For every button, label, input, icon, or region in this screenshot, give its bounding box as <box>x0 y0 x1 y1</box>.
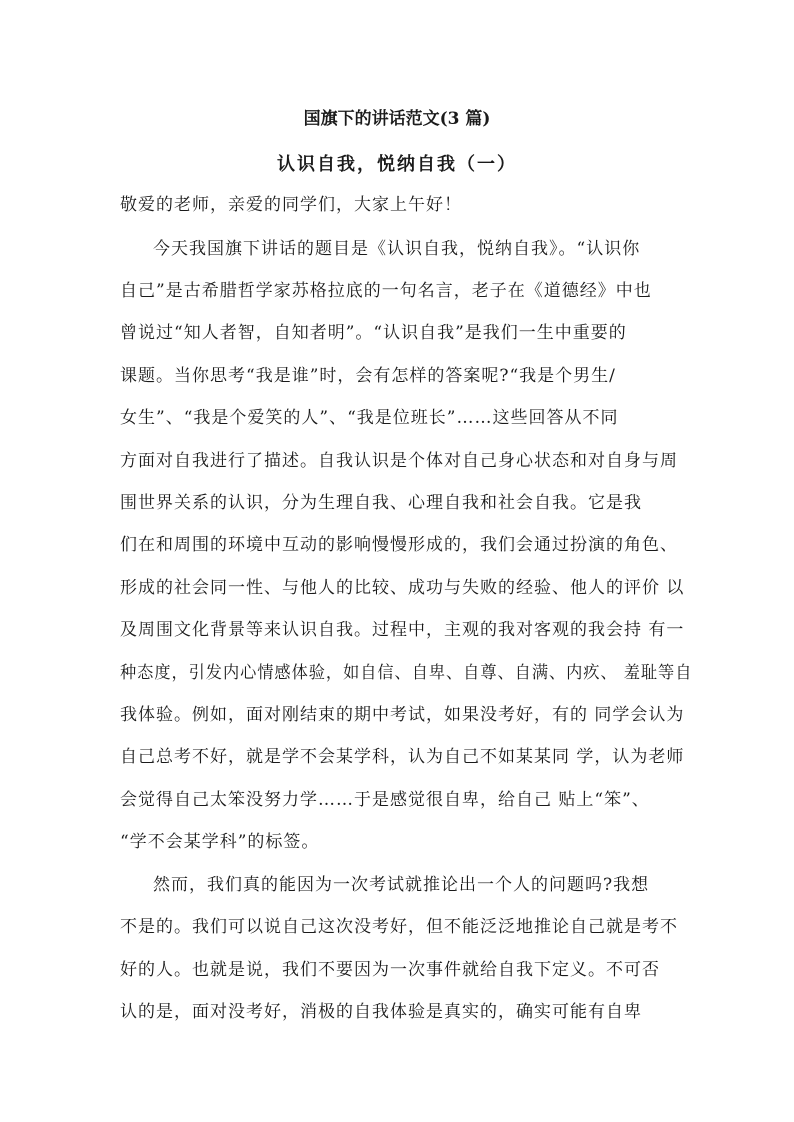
paragraph-line: “学不会某学科”的标签。 <box>120 832 320 852</box>
document-title: 国旗下的讲话范文(3 篇) <box>303 109 491 129</box>
paragraph-line: 种态度，引发内心情感体验，如自信、自卑、自尊、自满、内疚、 羞耻等自 <box>120 663 693 683</box>
paragraph-line: 自己”是古希腊哲学家苏格拉底的一句名言，老子在《道德经》中也 <box>120 281 652 301</box>
paragraph-line: 及周围文化背景等来认识自我。过程中，主观的我对客观的我会持 有一 <box>120 620 685 640</box>
paragraph-line: 会觉得自己太笨没努力学……于是感觉很自卑，给自己 贴上“笨”、 <box>120 790 650 810</box>
paragraph-line: 不是的。我们可以说自己这次没考好，但不能泛泛地推论自己就是考不 <box>120 917 678 937</box>
paragraph-line: 然而，我们真的能因为一次考试就推论出一个人的问题吗?我想 <box>153 875 650 895</box>
paragraph-line: 曾说过“知人者智，自知者明”。“认识自我”是我们一生中重要的 <box>120 323 627 343</box>
section-subtitle: 认识自我，悦纳自我（一） <box>277 154 517 175</box>
paragraph-line: 自己总考不好，就是学不会某学科，认为自己不如某某同 学，认为老师 <box>120 747 685 767</box>
paragraph-line: 方面对自我进行了描述。自我认识是个体对自己身心状态和对自身与周 <box>120 451 678 471</box>
paragraph-line: 好的人。也就是说，我们不要因为一次事件就给自我下定义。不可否 <box>120 960 660 980</box>
paragraph-line: 们在和周围的环境中互动的影响慢慢形成的，我们会通过扮演的角色、 <box>120 535 678 555</box>
paragraph-line: 今天我国旗下讲话的题目是《认识自我，悦纳自我》。“认识你 <box>153 239 641 259</box>
paragraph-line: 我体验。例如，面对刚结束的期中考试，如果没考好，有的 同学会认为 <box>120 705 685 725</box>
paragraph-line: 课题。当你思考“我是谁”时，会有怎样的答案呢?“我是个男生/ <box>120 366 616 386</box>
greeting-line: 敬爱的老师，亲爱的同学们，大家上午好！ <box>120 195 462 215</box>
paragraph-line: 形成的社会同一性、与他人的比较、成功与失败的经验、他人的评价 以 <box>120 578 685 598</box>
paragraph-line: 认的是，面对没考好，消极的自我体验是真实的，确实可能有自卑 <box>120 1002 642 1022</box>
paragraph-line: 女生”、“我是个爱笑的人”、“我是位班长”……这些回答从不同 <box>120 408 619 428</box>
paragraph-line: 围世界关系的认识，分为生理自我、心理自我和社会自我。它是我 <box>120 493 642 513</box>
